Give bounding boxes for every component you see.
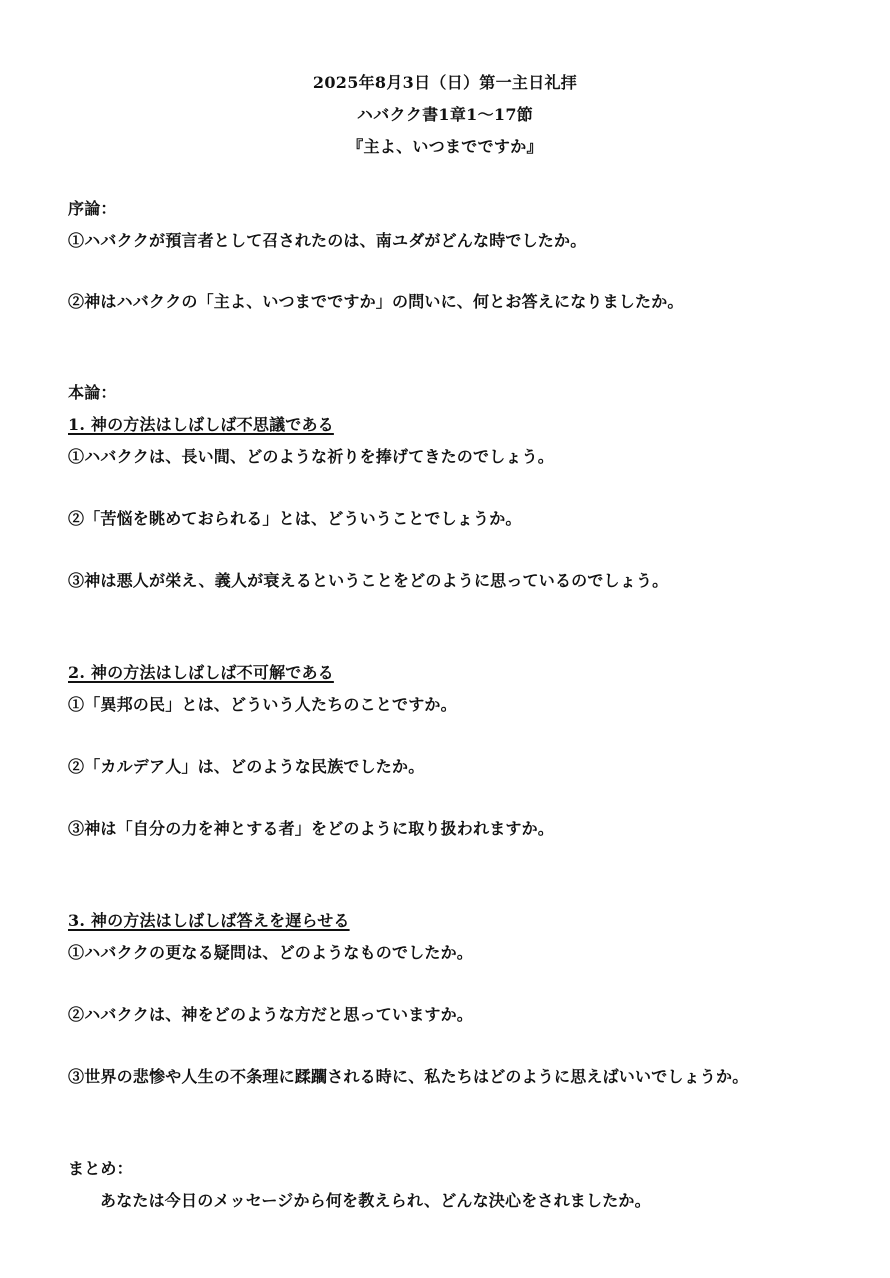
section-3-question-2: ②ハバククは、神をどのような方だと思っていますか。 [68,1005,474,1024]
section-2-question-3: ③神は「自分の力を神とする者」をどのように取り扱われますか。 [68,819,555,838]
section-2-heading: 2. 神の方法はしばしば不可解である [68,663,334,682]
section-3-question-3: ③世界の悲惨や人生の不条理に蹂躙される時に、私たちはどのように思えばいいでしょうか。 [68,1067,749,1086]
section-1-question-2: ②「苦悩を眺めておられる」とは、どういうことでしょうか。 [68,509,522,528]
section-3-heading: 3. 神の方法はしばしば答えを遅らせる [68,911,350,930]
section-2-question-1: ①「異邦の民」とは、どういう人たちのことですか。 [68,695,457,714]
scripture-reference: ハバクク書1章1～17節 [356,105,534,124]
section-2-question-2: ②「カルデア人」は、どのような民族でしたか。 [68,757,425,776]
intro-question-1: ①ハバククが預言者として召されたのは、南ユダがどんな時でしたか。 [68,231,587,250]
intro-label: 序論： [68,199,117,218]
service-date: 2025年8月3日（日）第一主日礼拝 [312,73,578,92]
section-1-question-3: ③神は悪人が栄え、義人が衰えるということをどのように思っているのでしょう。 [68,571,669,590]
section-3-question-1: ①ハバククの更なる疑問は、どのようなものでしたか。 [68,943,474,962]
section-1-question-1: ①ハバククは、長い間、どのような祈りを捧げてきたのでしょう。 [68,447,555,466]
section-1-heading: 1. 神の方法はしばしば不思議である [68,415,334,434]
body-label: 本論： [68,383,117,402]
intro-question-2: ②神はハバククの「主よ、いつまでですか」の問いに、何とお答えになりましたか。 [68,292,684,311]
summary-question: あなたは今日のメッセージから何を教えられ、どんな決心をされましたか。 [100,1191,651,1210]
summary-label: まとめ： [68,1159,133,1178]
sermon-title: 『主よ、いつまでですか』 [347,137,543,156]
